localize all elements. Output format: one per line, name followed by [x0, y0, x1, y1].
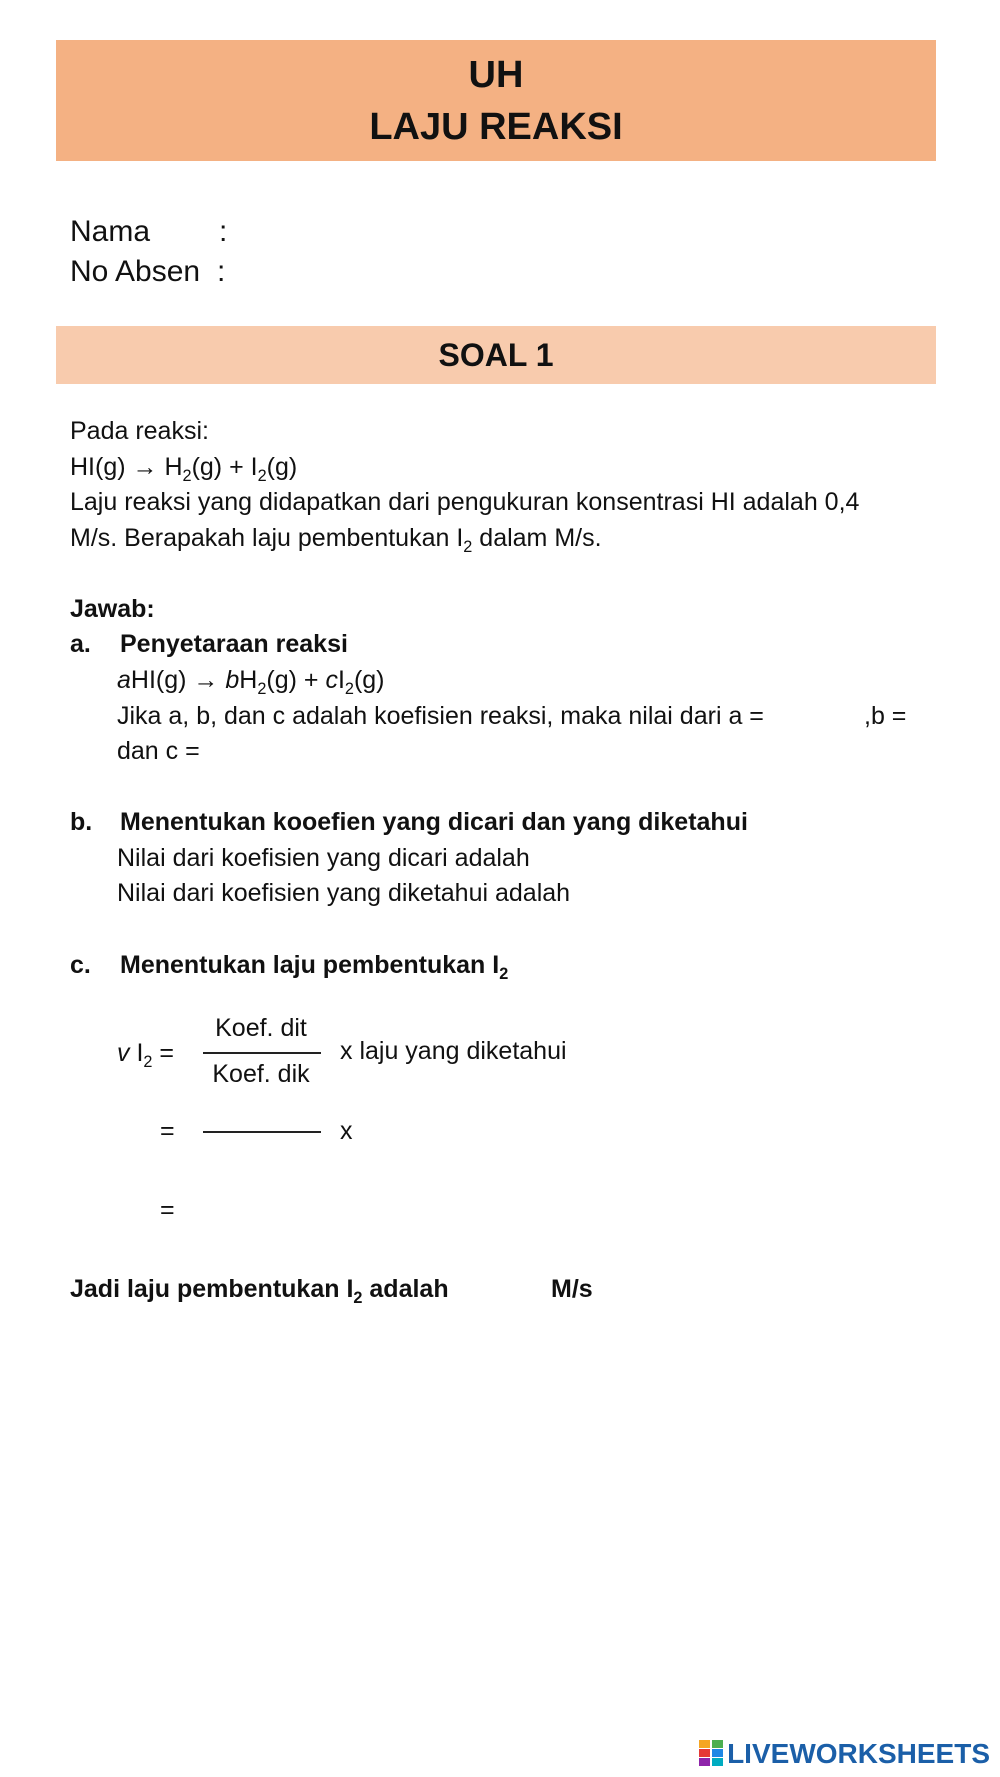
- soal-banner: SOAL 1: [56, 326, 936, 384]
- title-banner: [56, 40, 936, 161]
- section-c-marker: c.: [70, 951, 91, 979]
- fraction-line: [203, 1052, 321, 1054]
- formula-rest: x laju yang diketahui: [340, 1037, 567, 1065]
- section-b-marker: b.: [70, 808, 93, 836]
- question-equation: $HI(g) \to H_2(g) + I_2(g)$: [70, 453, 298, 485]
- section-a-equation: $aHI(g) \to bH_2(g) + cI_2(g)$: [117, 666, 385, 698]
- arrow-icon: →: [193, 666, 219, 694]
- fraction-denominator: Koef. dik: [212, 1060, 310, 1088]
- times-sign: x: [340, 1117, 353, 1145]
- section-a-line-1: Jika a, b, dan c adalah koefisien reaksi, maka nilai dari a =: [117, 702, 764, 730]
- question-line-4: M/s. Berapakah laju pembentukan $I_2$ dalam M/s.: [70, 524, 602, 556]
- section-a-title: Penyetaraan reaksi: [120, 630, 348, 658]
- liveworksheets-logo: LIVEWORKSHEETS: [699, 1738, 990, 1770]
- section-a-line-2: dan c =: [117, 737, 200, 765]
- final-unit: M/s: [551, 1275, 593, 1303]
- name-colon: :: [219, 215, 228, 248]
- name-label: Nama: [70, 215, 151, 248]
- section-c-title: Menentukan laju pembentukan $I_2$: [120, 951, 509, 983]
- section-b-line-1: Nilai dari koefisien yang dicari adalah: [117, 844, 530, 872]
- title-line-1: UH: [468, 54, 524, 96]
- jawab-label: Jawab:: [70, 595, 155, 623]
- equals-sign-2: =: [160, 1196, 175, 1224]
- question-line-3: Laju reaksi yang didapatkan dari pengukuran konsentrasi HI adalah 0,4: [70, 488, 860, 516]
- title-line-2: LAJU REAKSI: [369, 106, 623, 148]
- equals-sign-1: =: [160, 1117, 175, 1145]
- section-b-title: Menentukan kooefien yang dicari dan yang diketahui: [120, 808, 748, 836]
- section-a-line-1-b: ,b =: [864, 702, 907, 730]
- section-a-marker: a.: [70, 630, 91, 658]
- question-intro: Pada reaksi:: [70, 417, 209, 445]
- absen-label: No Absen: [70, 255, 201, 288]
- formula-lhs: v $I_2$ =: [117, 1039, 174, 1071]
- absen-colon: :: [217, 255, 226, 288]
- fraction-numerator: Koef. dit: [215, 1014, 307, 1042]
- final-statement: Jadi laju pembentukan $I_2$ adalah: [70, 1275, 449, 1307]
- liveworksheets-logo-icon: [699, 1740, 723, 1766]
- blank-fraction-line: [203, 1131, 321, 1133]
- arrow-icon: →: [132, 453, 158, 481]
- section-b-line-2: Nilai dari koefisien yang diketahui adalah: [117, 879, 571, 907]
